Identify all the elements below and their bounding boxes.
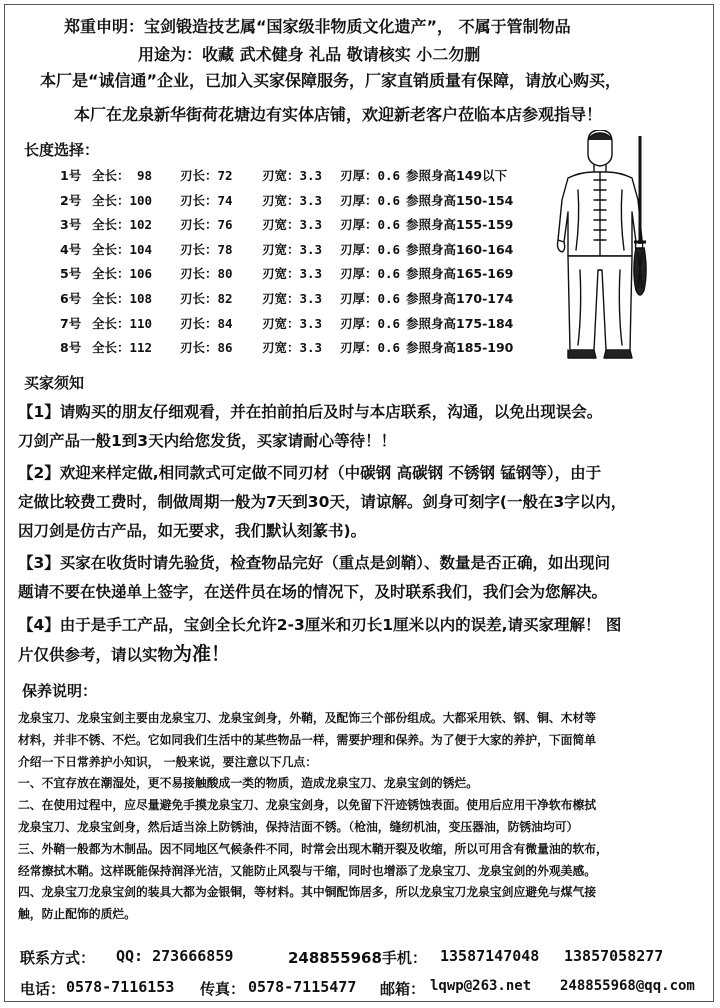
email-address: 248855968@qq.com <box>560 978 695 994</box>
size-number: 6号 <box>60 290 82 306</box>
declaration-line: 郑重申明：宝剑锻造技艺属“国家级非物质文化遗产”， 不属于管制物品 <box>64 17 571 36</box>
blade-thickness: 刃厚：0.6 <box>340 290 401 306</box>
store-line: 本厂在龙泉新华街荷花塘边有实体店铺，欢迎新老客户莅临本店参观指导！ <box>74 105 603 124</box>
reference-height: 参照身高170-174 <box>406 290 514 306</box>
size-number: 4号 <box>60 241 82 257</box>
size-number: 5号 <box>60 266 82 282</box>
emphasis-text: 为准！ <box>173 643 231 665</box>
care-line: 触，防止配饰的质烂。 <box>18 907 136 922</box>
reference-height: 参照身高165-169 <box>406 266 514 282</box>
blade-length: 刃长：84 <box>180 315 233 331</box>
tel-number: 0578-7116153 <box>66 978 175 996</box>
full-length: 全长：110 <box>92 315 153 331</box>
size-table <box>60 166 534 363</box>
size-row <box>60 191 534 216</box>
full-length: 全长：102 <box>92 217 153 233</box>
notice-item-2 <box>18 459 626 546</box>
full-length: 全长：108 <box>92 290 153 306</box>
care-line: 二、在使用过程中，应尽量避免手摸龙泉宝刀、龙泉宝剑身，以免留下汗迹锈蚀表面。使用后应用干净软布檫拭 <box>18 798 597 813</box>
blade-width: 刃宽：3.3 <box>262 241 323 257</box>
blade-width: 刃宽：3.3 <box>262 340 323 356</box>
size-number: 1号 <box>60 168 82 183</box>
buyer-notice-title: 买家须知 <box>24 374 85 392</box>
notice-line: 【2】欢迎来样定做,相同款式可定做不同刃材（中碳钢 高碳钢 不锈钢 锰钢等），由于 <box>18 464 602 482</box>
care-line: 一、不宜存放在潮湿处，更不易接触酸成一类的物质，造成龙泉宝刀、龙泉宝剑的锈烂。 <box>18 776 479 791</box>
blade-length: 刃长：72 <box>180 168 233 183</box>
blade-width: 刃宽：3.3 <box>262 290 323 306</box>
size-row <box>60 240 534 265</box>
length-selection-label: 长度选择： <box>24 141 100 159</box>
size-row <box>60 289 534 314</box>
notice-line <box>18 640 621 670</box>
usage-line: 用途为：收藏 武术健身 礼品 敬请核实 小二勿删 <box>138 45 481 64</box>
contact-label: 联系方式： <box>20 949 96 967</box>
reference-height: 参照身高160-164 <box>406 241 514 257</box>
fax-label: 传真： <box>200 980 246 998</box>
blade-length: 刃长：82 <box>180 290 233 306</box>
blade-thickness: 刃厚：0.6 <box>340 340 401 356</box>
care-line: 三、外鞘一般都为木制品。因不同地区气候条件不同，时常会出现木鞘开裂及收缩，所以可用含有微量油的软布， <box>18 841 608 856</box>
blade-length: 刃长：86 <box>180 340 233 356</box>
blade-width: 刃宽：3.3 <box>262 266 323 282</box>
blade-width: 刃宽：3.3 <box>262 168 323 183</box>
qq-phone-label: 248855968手机： <box>288 949 427 967</box>
email-address: lqwp@263.net <box>430 978 532 994</box>
blade-length: 刃长：78 <box>180 241 233 257</box>
size-number: 2号 <box>60 192 82 208</box>
size-row <box>60 166 534 191</box>
blade-thickness: 刃厚：0.6 <box>340 266 401 282</box>
mobile-number: 13587147048 <box>440 947 540 965</box>
care-line: 龙泉宝刀、龙泉宝剑主要由龙泉宝刀、龙泉宝剑身，外鞘，及配饰三个部份组成。大都采用铁、钢、铜、木材等 <box>18 711 597 725</box>
notice-text: 片仅供参考，请以实物 <box>18 646 174 664</box>
care-instructions-title: 保养说明： <box>22 682 98 700</box>
blade-width: 刃宽：3.3 <box>262 315 323 331</box>
size-row <box>60 264 534 289</box>
size-row <box>60 338 534 363</box>
qq-number: QQ: 273666859 <box>116 947 234 965</box>
notice-item-3 <box>18 549 610 607</box>
blade-width: 刃宽：3.3 <box>262 192 323 208</box>
blade-thickness: 刃厚：0.6 <box>340 217 401 233</box>
notice-item-1 <box>18 398 602 456</box>
full-length: 全长：106 <box>92 266 153 282</box>
notice-line: 刀剑产品一般1到3天内给您发货，买家请耐心等待！！ <box>18 432 397 450</box>
full-length: 全长：100 <box>92 192 153 208</box>
size-row <box>60 215 534 240</box>
care-line: 四、龙泉宝刀龙泉宝剑的装具大都为金银铜，等材料。其中铜配饰居多，所以龙泉宝刀龙泉宝剑应避免与煤气接 <box>18 885 597 900</box>
notice-line: 【3】买家在收货时请先验货，检查物品完好（重点是剑鞘）、数量是否正确，如出现问 <box>18 554 611 572</box>
blade-length: 刃长：74 <box>180 192 233 208</box>
blade-thickness: 刃厚：0.6 <box>340 241 401 257</box>
blade-length: 刃长：80 <box>180 266 233 282</box>
reference-height: 参照身高185-190 <box>406 340 514 356</box>
size-number: 3号 <box>60 217 82 233</box>
blade-thickness: 刃厚：0.6 <box>340 192 401 208</box>
notice-item-4 <box>18 611 621 670</box>
mail-label: 邮箱： <box>380 980 426 998</box>
size-number: 8号 <box>60 340 82 356</box>
reference-height: 参照身高175-184 <box>406 315 514 331</box>
full-length: 全长： 98 <box>92 168 153 183</box>
blade-width: 刃宽：3.3 <box>262 217 323 233</box>
care-line: 材料，并非不锈、不烂。它如同我们生活中的某些物品一样，需要护理和保养。为了便于大家的养护，下面简单 <box>18 732 597 747</box>
care-line: 龙泉宝刀、龙泉宝剑身，然后适当涂上防锈油，保持洁面不锈。（枪油，缝纫机油，变压器油，防锈油均可） <box>18 819 579 834</box>
tel-label: 电话： <box>20 980 66 998</box>
reference-height: 参照身高155-159 <box>406 217 514 233</box>
care-instructions <box>18 708 708 926</box>
fax-number: 0578-7115477 <box>248 978 357 996</box>
blade-length: 刃长：76 <box>180 217 233 233</box>
notice-line: 【4】由于是手工产品，宝剑全长允许2-3厘米和刃长1厘米以内的误差,请买家理解！ 图 <box>18 616 622 634</box>
trust-line: 本厂是“诚信通”企业，已加入买家保障服务，厂家直销质量有保障，请放心购买， <box>40 71 622 90</box>
care-line: 经常擦拭木鞘。这样既能保持润泽光洁，又能防止风裂与干缩，同时也增添了龙泉宝刀、龙泉宝剑的外观美感。 <box>18 863 597 878</box>
notice-line: 因刀剑是仿古产品，如无要求，我们默认刻篆书)。 <box>18 522 367 540</box>
blade-thickness: 刃厚：0.6 <box>340 315 401 331</box>
notice-line: 题请不要在快递单上签字，在送件员在场的情况下，及时联系我们，我们会为您解决。 <box>18 583 608 601</box>
man-holding-sword-illustration <box>528 130 668 370</box>
size-number: 7号 <box>60 315 82 331</box>
full-length: 全长：112 <box>92 340 153 356</box>
care-line: 介绍一下日常养护小知识， 一般来说，要注意以下几点： <box>18 754 318 769</box>
reference-height: 参照身高150-154 <box>406 192 514 208</box>
notice-line: 定做比较费工费时，制做周期一般为7天到30天，请谅解。剑身可刻字(一般在3字以内， <box>18 493 627 511</box>
size-row <box>60 314 534 339</box>
reference-height: 参照身高149以下 <box>406 168 508 183</box>
notice-line: 【1】请购买的朋友仔细观看，并在拍前拍后及时与本店联系，沟通，以免出现误会。 <box>18 403 603 421</box>
blade-thickness: 刃厚：0.6 <box>340 168 401 183</box>
mobile-number: 13857058277 <box>564 947 664 965</box>
full-length: 全长：104 <box>92 241 153 257</box>
